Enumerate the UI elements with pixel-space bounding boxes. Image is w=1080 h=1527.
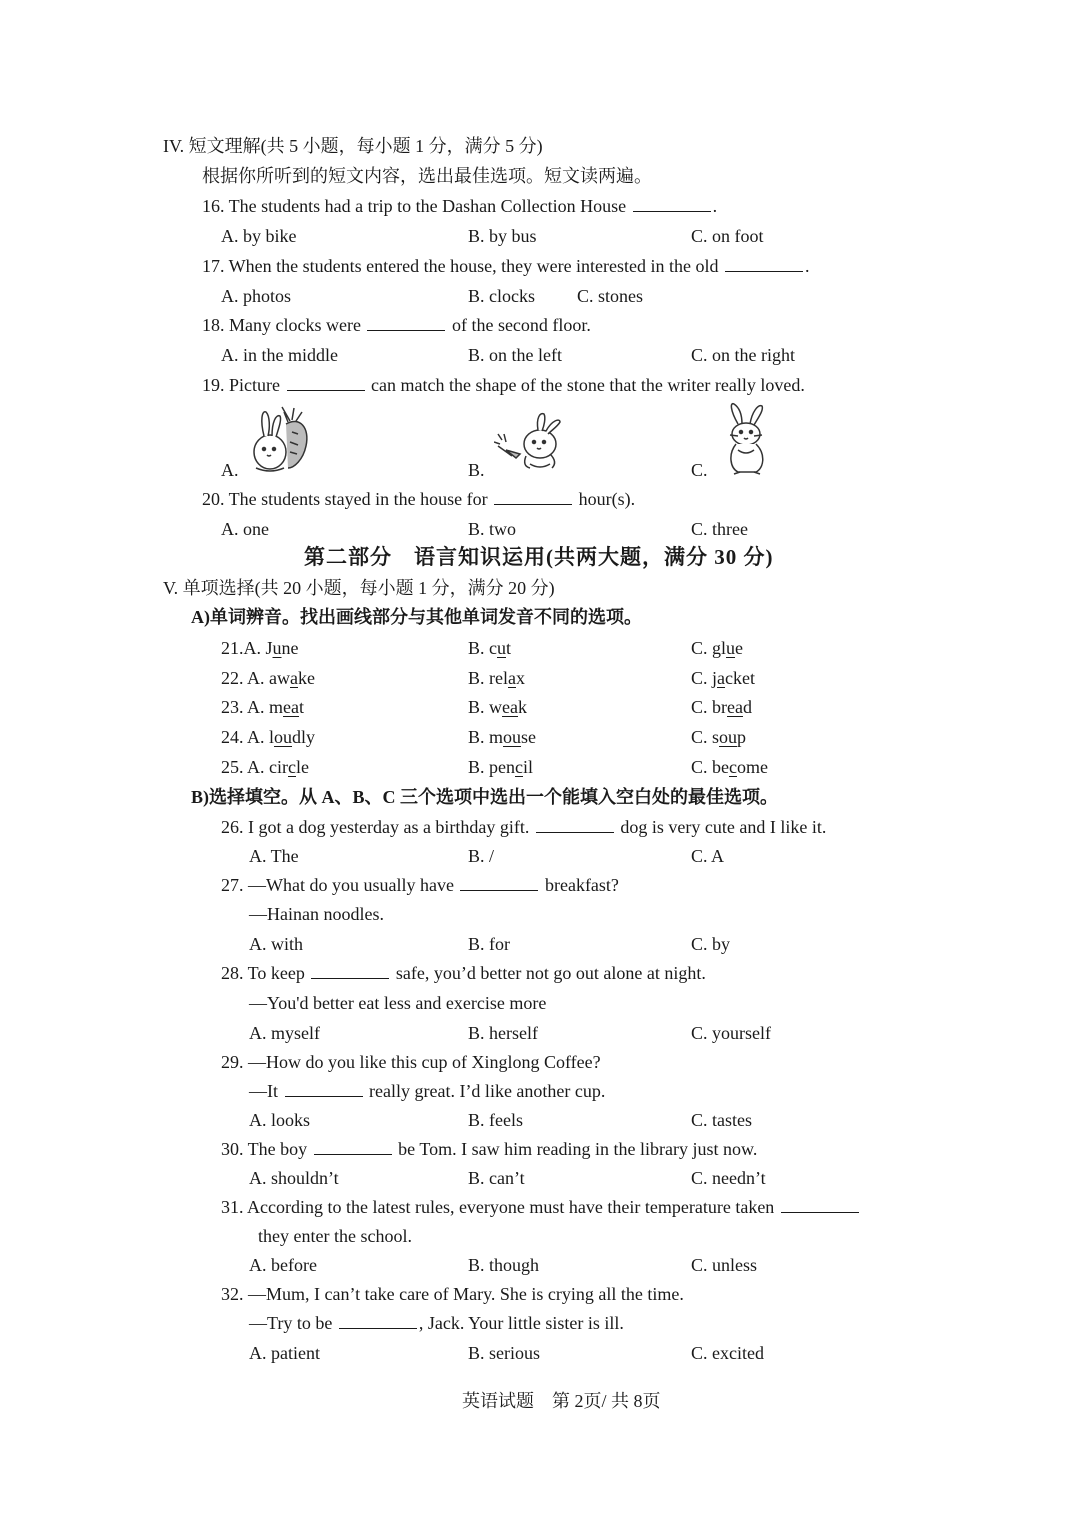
- question-18: 18. Many clocks were of the second floor.: [202, 315, 591, 335]
- option-30a: A. shouldn’t: [249, 1168, 339, 1188]
- question-28: 28. To keep safe, you’d better not go out alone at night.: [221, 963, 706, 983]
- phonetic-option-25-b: B. pencil: [468, 757, 534, 777]
- part-2-heading: 第二部分 语言知识运用(共两大题，满分 30 分): [304, 545, 774, 569]
- underlined-sound: ou: [719, 727, 738, 747]
- answer-blank: [725, 255, 803, 272]
- underlined-sound: a: [717, 668, 726, 688]
- answer-blank: [285, 1080, 363, 1097]
- question-29: 29. —How do you like this cup of Xinglong Coffee?: [221, 1052, 601, 1072]
- option-18c: C. on the right: [691, 345, 795, 365]
- underlined-sound: ea: [283, 697, 299, 717]
- option-32c: C. excited: [691, 1343, 764, 1363]
- option-28c: C. yourself: [691, 1023, 771, 1043]
- phonetic-option-23-c: C. bread: [691, 697, 752, 717]
- question-27: 27. —What do you usually have breakfast?: [221, 875, 619, 895]
- underlined-sound: c: [729, 757, 737, 777]
- phonetic-option-24-b: B. mouse: [468, 727, 537, 747]
- option-30b: B. can’t: [468, 1168, 525, 1188]
- section-5a-instruction: A)单词辨音。找出画线部分与其他单词发音不同的选项。: [191, 607, 642, 627]
- phonetic-option-23-a: 23. A. meat: [221, 697, 305, 717]
- phonetic-option-24-a: 24. A. loudly: [221, 727, 316, 747]
- option-28b: B. herself: [468, 1023, 538, 1043]
- option-26a: A. The: [249, 846, 299, 866]
- question-20: 20. The students stayed in the house for hour(s).: [202, 489, 636, 509]
- underlined-sound: ou: [503, 727, 522, 747]
- option-19c: C.: [691, 460, 708, 480]
- phonetic-option-23-b: B. weak: [468, 697, 527, 717]
- phonetic-option-22-a: 22. A. awake: [221, 668, 315, 688]
- option-27a: A. with: [249, 934, 303, 954]
- underlined-sound: ou: [274, 727, 293, 747]
- question-30: 30. The boy be Tom. I saw him reading in the library just now.: [221, 1139, 758, 1159]
- underlined-sound: u: [272, 638, 282, 658]
- option-29c: C. tastes: [691, 1110, 752, 1130]
- reply-29: —It really great. I’d like another cup.: [249, 1081, 606, 1101]
- option-32a: A. patient: [249, 1343, 320, 1363]
- reply-28: —You'd better eat less and exercise more: [249, 993, 547, 1013]
- option-19b: B.: [468, 460, 485, 480]
- question-19: 19. Picture can match the shape of the stone that the writer really loved.: [202, 375, 805, 395]
- answer-blank: [460, 874, 538, 891]
- option-19a: A.: [221, 460, 239, 480]
- underlined-sound: c: [288, 757, 296, 777]
- phonetic-option-25-c: C. become: [691, 757, 768, 777]
- underlined-sound: ea: [502, 697, 518, 717]
- section-5-heading: V. 单项选择(共 20 小题，每小题 1 分，满分 20 分): [163, 578, 555, 598]
- reply-27: —Hainan noodles.: [249, 904, 384, 924]
- option-31b: B. though: [468, 1255, 540, 1275]
- option-16b: B. by bus: [468, 226, 537, 246]
- answer-blank: [494, 488, 572, 505]
- option-28a: A. myself: [249, 1023, 320, 1043]
- option-17b: B. clocks: [468, 286, 535, 306]
- answer-blank: [311, 962, 389, 979]
- phonetic-option-21-c: C. glue: [691, 638, 744, 658]
- answer-blank: [633, 195, 711, 212]
- underlined-sound: ea: [727, 697, 743, 717]
- option-26b: B. /: [468, 846, 495, 866]
- answer-blank: [314, 1138, 392, 1155]
- phonetic-option-22-c: C. jacket: [691, 668, 755, 688]
- underlined-sound: a: [290, 668, 298, 688]
- option-27b: B. for: [468, 934, 510, 954]
- rabbit-standing-picture-c: [716, 402, 776, 476]
- underlined-sound: u: [726, 638, 736, 658]
- section-5b-instruction: B)选择填空。从 A、B、C 三个选项中选出一个能填入空白处的最佳选项。: [191, 787, 779, 807]
- option-27c: C. by: [691, 934, 731, 954]
- phonetic-option-22-b: B. relax: [468, 668, 525, 688]
- option-31a: A. before: [249, 1255, 317, 1275]
- phonetic-option-25-a: 25. A. circle: [221, 757, 309, 777]
- option-20c: C. three: [691, 519, 748, 539]
- question-16: 16. The students had a trip to the Dashan Collection House .: [202, 196, 718, 216]
- answer-blank: [339, 1312, 417, 1329]
- question-31: 31. According to the latest rules, everyone must have their temperature taken: [221, 1195, 861, 1219]
- option-16c: C. on foot: [691, 226, 764, 246]
- option-30c: C. needn’t: [691, 1168, 766, 1188]
- option-26c: C. A: [691, 846, 725, 866]
- option-20a: A. one: [221, 519, 269, 539]
- underlined-sound: u: [497, 638, 506, 658]
- option-32b: B. serious: [468, 1343, 540, 1363]
- phonetic-option-21-a: 21.A. June: [221, 638, 299, 658]
- answer-blank: [287, 374, 365, 391]
- answer-blank: [781, 1196, 859, 1213]
- page-footer: 英语试题 第 2页/ 共 8页: [462, 1391, 661, 1411]
- option-20b: B. two: [468, 519, 517, 539]
- option-16a: A. by bike: [221, 226, 297, 246]
- answer-blank: [536, 816, 614, 833]
- section-4-heading: IV. 短文理解(共 5 小题，每小题 1 分，满分 5 分): [163, 136, 543, 156]
- phonetic-option-24-c: C. soup: [691, 727, 747, 747]
- rabbit-running-picture-b: [494, 410, 574, 474]
- phonetic-option-21-b: B. cut: [468, 638, 512, 658]
- answer-blank: [367, 314, 445, 331]
- underlined-sound: a: [508, 668, 516, 688]
- question-32: 32. —Mum, I can’t take care of Mary. She is crying all the time.: [221, 1284, 684, 1304]
- reply-32: —Try to be , Jack. Your little sister is ill.: [249, 1313, 624, 1333]
- question-31-continued: they enter the school.: [258, 1226, 412, 1246]
- rabbit-carrot-picture-a: [248, 402, 312, 474]
- option-17c: C. stones: [577, 286, 644, 306]
- section-4-instruction: 根据你所听到的短文内容，选出最佳选项。短文读两遍。: [202, 166, 652, 186]
- option-31c: C. unless: [691, 1255, 758, 1275]
- underlined-sound: c: [515, 757, 523, 777]
- question-17: 17. When the students entered the house, they were interested in the old .: [202, 256, 810, 276]
- option-17a: A. photos: [221, 286, 292, 306]
- option-18a: A. in the middle: [221, 345, 338, 365]
- question-26: 26. I got a dog yesterday as a birthday gift. dog is very cute and I like it.: [221, 817, 827, 837]
- option-18b: B. on the left: [468, 345, 562, 365]
- option-29b: B. feels: [468, 1110, 523, 1130]
- option-29a: A. looks: [249, 1110, 311, 1130]
